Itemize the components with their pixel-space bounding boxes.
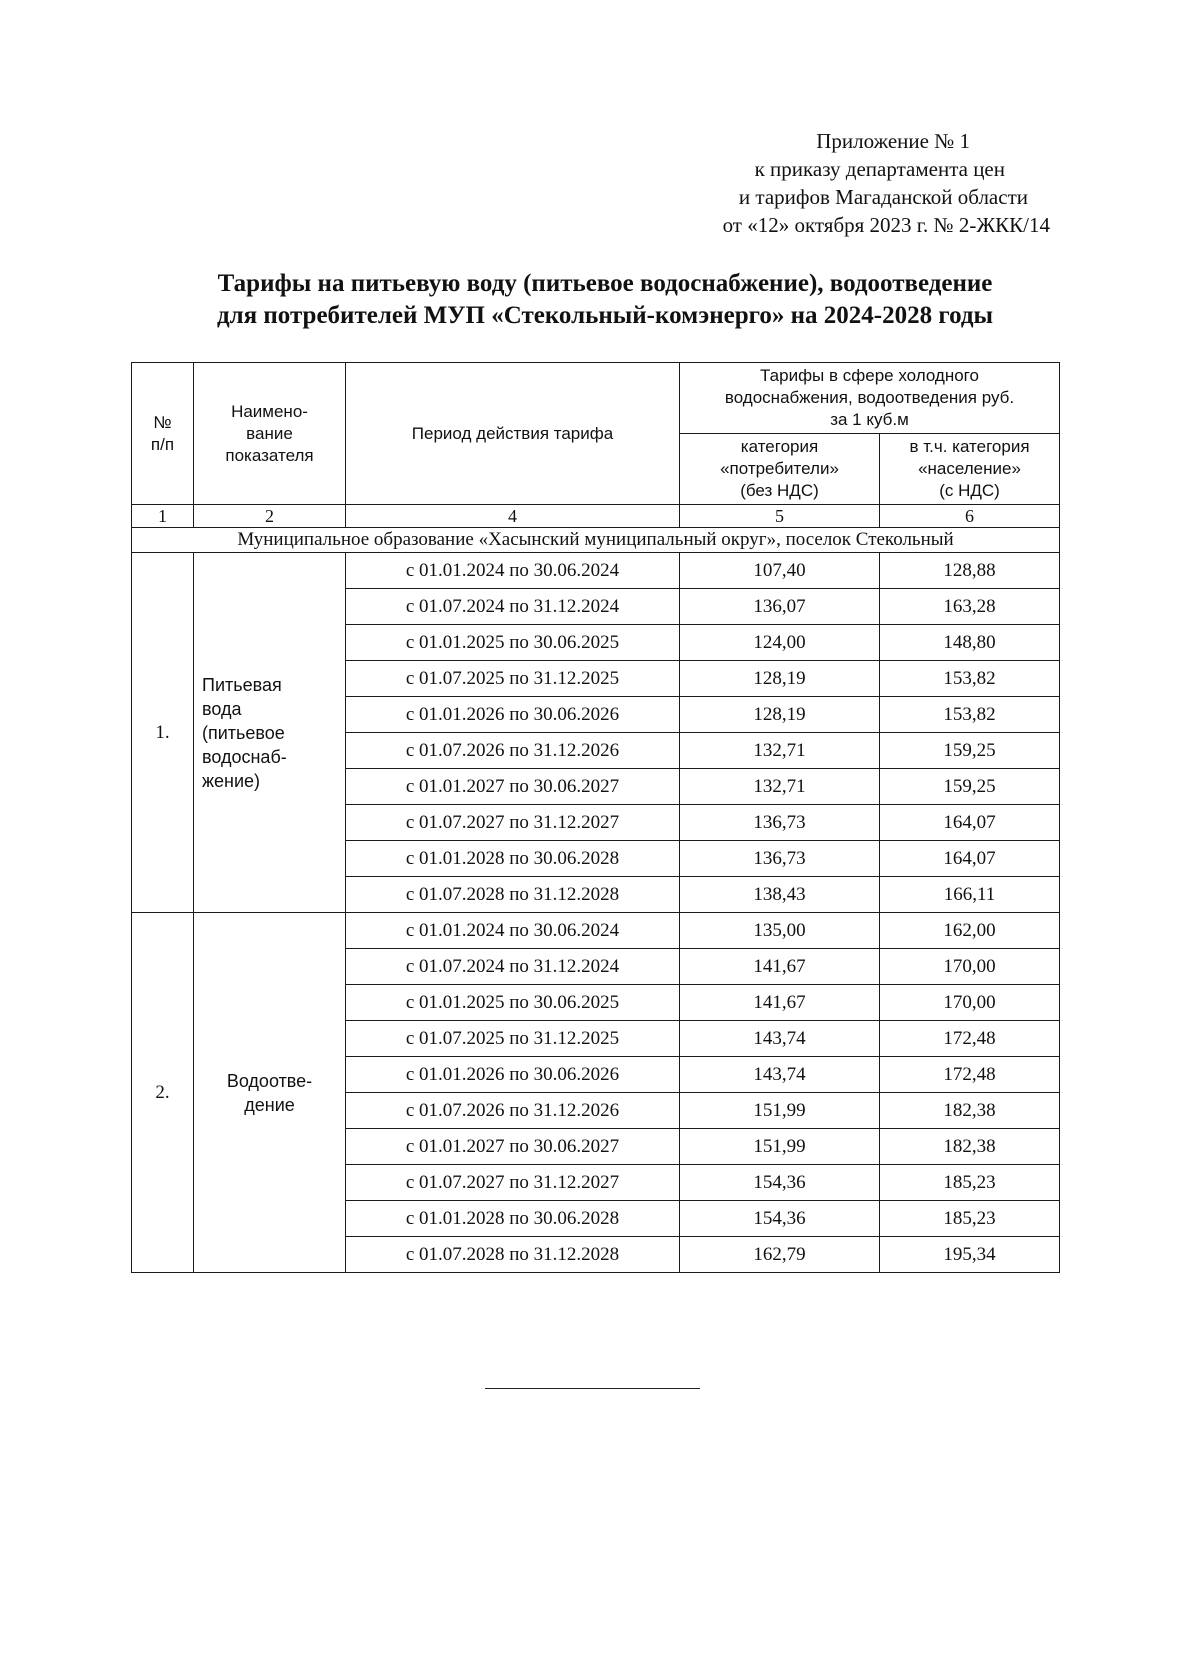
tariff-consumers: 136,07: [680, 589, 880, 625]
column-number: 2: [194, 505, 346, 528]
tariff-consumers: 141,67: [680, 985, 880, 1021]
header-num: [132, 363, 194, 505]
tariff-population: 172,48: [880, 1057, 1060, 1093]
tariff-period: с 01.07.2026 по 31.12.2026: [346, 733, 680, 769]
indicator-name-line: дение: [244, 1094, 295, 1115]
header-text: водоснабжения, водоотведения руб.: [724, 388, 1015, 407]
tariff-consumers: 154,36: [680, 1201, 880, 1237]
header-text: в т.ч. категория: [909, 437, 1030, 456]
tariff-consumers: 128,19: [680, 661, 880, 697]
tariff-period: с 01.01.2025 по 30.06.2025: [346, 625, 680, 661]
tariff-period: с 01.07.2027 по 31.12.2027: [346, 1165, 680, 1201]
tariff-consumers: 107,40: [680, 553, 880, 589]
tariff-period: с 01.07.2024 по 31.12.2024: [346, 589, 680, 625]
column-number: 1: [132, 505, 194, 528]
table-row: [132, 913, 1060, 949]
header-text: №: [153, 412, 172, 432]
tariff-population: 182,38: [880, 1093, 1060, 1129]
document-title: [155, 268, 1055, 332]
tariff-consumers: 132,71: [680, 733, 880, 769]
tariff-period: с 01.01.2027 по 30.06.2027: [346, 769, 680, 805]
tariff-population: 195,34: [880, 1237, 1060, 1273]
column-number: 5: [680, 505, 880, 528]
tariff-period: с 01.07.2028 по 31.12.2028: [346, 877, 680, 913]
indicator-name-line: вода: [202, 698, 242, 719]
tariff-population: 163,28: [880, 589, 1060, 625]
tariffs-table: [131, 362, 1060, 1273]
tariff-consumers: 154,36: [680, 1165, 880, 1201]
tariff-consumers: 151,99: [680, 1093, 880, 1129]
tariff-period: с 01.01.2026 по 30.06.2026: [346, 697, 680, 733]
header-text: (без НДС): [740, 481, 819, 500]
tariff-period: с 01.07.2027 по 31.12.2027: [346, 805, 680, 841]
header-text: п/п: [150, 434, 175, 454]
tariff-consumers: 128,19: [680, 697, 880, 733]
municipality-row: [132, 528, 1060, 553]
tariff-consumers: 151,99: [680, 1129, 880, 1165]
tariff-population: 170,00: [880, 985, 1060, 1021]
table-row: [132, 553, 1060, 589]
tariff-population: 162,00: [880, 913, 1060, 949]
tariff-population: 148,80: [880, 625, 1060, 661]
title-line: Тарифы на питьевую воду (питьевое водоснабжение), водоотведение: [217, 270, 993, 297]
header-category-population: [880, 434, 1060, 505]
tariff-consumers: 138,43: [680, 877, 880, 913]
header-period: Период действия тарифа: [346, 363, 680, 505]
header-text: Наимено-: [231, 401, 308, 421]
appendix-line: к приказу департамента цен: [754, 157, 1005, 181]
header-text: за 1 куб.м: [830, 410, 909, 429]
tariff-period: с 01.07.2026 по 31.12.2026: [346, 1093, 680, 1129]
tariff-population: 172,48: [880, 1021, 1060, 1057]
tariff-period: с 01.01.2027 по 30.06.2027: [346, 1129, 680, 1165]
tariff-period: с 01.07.2025 по 31.12.2025: [346, 1021, 680, 1057]
appendix-line: и тарифов Магаданской области: [738, 185, 1028, 209]
header-text: вание: [246, 423, 293, 443]
column-number-row: [132, 505, 1060, 528]
row-number: 1.: [132, 553, 194, 913]
tariff-population: 185,23: [880, 1165, 1060, 1201]
tariff-population: 128,88: [880, 553, 1060, 589]
tariff-population: 164,07: [880, 805, 1060, 841]
header-category-consumers: [680, 434, 880, 505]
tariff-period: с 01.07.2028 по 31.12.2028: [346, 1237, 680, 1273]
indicator-name-water-disposal: [194, 913, 346, 1273]
tariff-consumers: 135,00: [680, 913, 880, 949]
municipality-name: Муниципальное образование «Хасынский муниципальный округ», поселок Стекольный: [132, 528, 1060, 553]
tariff-population: 164,07: [880, 841, 1060, 877]
indicator-name-drinking-water: [194, 553, 346, 913]
tariff-consumers: 141,67: [680, 949, 880, 985]
column-number: 6: [880, 505, 1060, 528]
tariff-consumers: 124,00: [680, 625, 880, 661]
tariff-period: с 01.07.2024 по 31.12.2024: [346, 949, 680, 985]
tariff-consumers: 132,71: [680, 769, 880, 805]
header-text: «население»: [918, 459, 1021, 478]
tariff-period: с 01.01.2025 по 30.06.2025: [346, 985, 680, 1021]
tariff-population: 185,23: [880, 1201, 1060, 1237]
tariff-population: 153,82: [880, 661, 1060, 697]
tariff-population: 170,00: [880, 949, 1060, 985]
tariff-period: с 01.01.2026 по 30.06.2026: [346, 1057, 680, 1093]
tariff-consumers: 162,79: [680, 1237, 880, 1273]
tariff-period: с 01.01.2028 по 30.06.2028: [346, 841, 680, 877]
tariff-period: с 01.07.2025 по 31.12.2025: [346, 661, 680, 697]
appendix-line: Приложение № 1: [816, 129, 970, 153]
header-name: [194, 363, 346, 505]
indicator-name-line: (питьевое: [202, 722, 285, 743]
closing-divider: [485, 1388, 700, 1389]
tariff-population: 159,25: [880, 733, 1060, 769]
header-tariffs: [680, 363, 1060, 434]
header-text: (с НДС): [939, 481, 1000, 500]
tariff-consumers: 136,73: [680, 841, 880, 877]
header-text: Тарифы в сфере холодного: [760, 366, 979, 385]
header-text: показателя: [225, 445, 314, 465]
header-text: «потребители»: [720, 459, 839, 478]
tariff-consumers: 143,74: [680, 1021, 880, 1057]
indicator-name-line: Питьевая: [202, 674, 282, 695]
indicator-name-line: Водоотве-: [226, 1070, 313, 1091]
row-number: 2.: [132, 913, 194, 1273]
indicator-name-line: водоснаб-: [202, 746, 287, 767]
tariff-population: 166,11: [880, 877, 1060, 913]
appendix-header: [590, 127, 1050, 239]
tariff-consumers: 136,73: [680, 805, 880, 841]
tariff-population: 153,82: [880, 697, 1060, 733]
column-number: 4: [346, 505, 680, 528]
appendix-line: от «12» октября 2023 г. № 2-ЖКК/14: [722, 213, 1050, 237]
tariff-population: 182,38: [880, 1129, 1060, 1165]
tariff-period: с 01.01.2028 по 30.06.2028: [346, 1201, 680, 1237]
tariff-population: 159,25: [880, 769, 1060, 805]
tariff-period: с 01.01.2024 по 30.06.2024: [346, 913, 680, 949]
indicator-name-line: жение): [202, 770, 261, 791]
tariff-consumers: 143,74: [680, 1057, 880, 1093]
header-text: категория: [740, 437, 819, 456]
title-line: для потребителей МУП «Стекольный-комэнерго» на 2024-2028 годы: [216, 302, 994, 329]
tariff-period: с 01.01.2024 по 30.06.2024: [346, 553, 680, 589]
